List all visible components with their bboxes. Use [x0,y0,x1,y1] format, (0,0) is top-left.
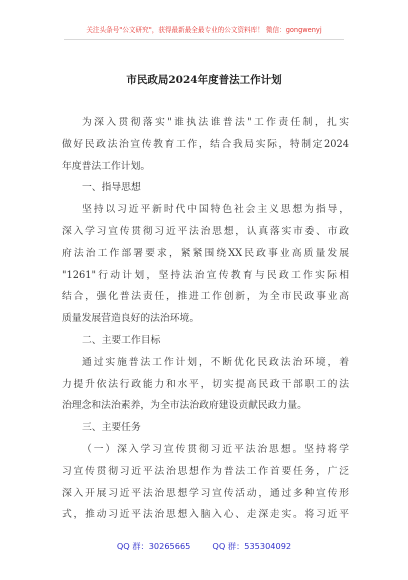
header-banner: 关注头条号"公文研究"，获得最新最全最专业的公文资料库！ 微信：gongwenyj [86,26,322,34]
paragraph-line: 府法治工作部署要求，紧紧围绕XX民政事业高质量发展 [62,247,349,259]
footer-qq-group-1: QQ 群：30265665 [116,541,191,551]
document-body [62,112,349,526]
paragraph-line: 年度普法工作计划。 [62,160,151,172]
section-heading: 三、主要任务 [82,422,141,434]
paragraph-line: 坚持以习近平新时代中国特色社会主义思想为指导， [82,204,349,216]
paragraph-line: （一）深入学习宣传贯彻习近平法治思想。坚持将学 [82,443,349,455]
header-divider [64,39,344,40]
document-title: 市民政局2024年度普法工作计划 [126,74,282,86]
paragraph-line: 为深入贯彻落实"谁执法谁普法"工作责任制，扎实 [82,117,349,128]
footer-qq-group-2: QQ 群：535304092 [212,541,292,551]
paragraph-line: 质量发展营造良好的法治环境。 [62,313,200,325]
paragraph-line: "1261"行动计划，坚持法治宣传教育与民政工作实际相 [62,269,349,281]
paragraph-line: 通过实施普法工作计划，不断优化民政法治环境，着 [82,356,349,368]
section-heading: 一、指导思想 [82,182,141,194]
paragraph-line: 深入学习宣传贯彻习近平法治思想，认真落实市委、市政 [62,225,349,237]
paragraph-line: 式，推动习近平法治思想入脑入心、走深走实。将习近平 [62,509,349,521]
section-heading: 二、主要工作目标 [82,334,161,346]
footer-contact [0,541,408,552]
paragraph-line: 习宣传贯彻习近平法治思想作为普法工作首要任务，广泛 [62,465,349,477]
paragraph-line: 力提升依法行政能力和水平，切实提高民政干部职工的法 [62,378,349,390]
paragraph-line: 结合，强化普法责任，推进工作创新，为全市民政事业高 [62,291,349,303]
paragraph-line: 治理念和法治素养，为全市法治政府建设贡献民政力量。 [62,400,307,412]
paragraph-line: 深入开展习近平法治思想学习宣传活动，通过多种宣传形 [62,487,349,499]
paragraph-line: 做好民政法治宣传教育工作，结合我局实际，特制定2024 [62,138,349,150]
